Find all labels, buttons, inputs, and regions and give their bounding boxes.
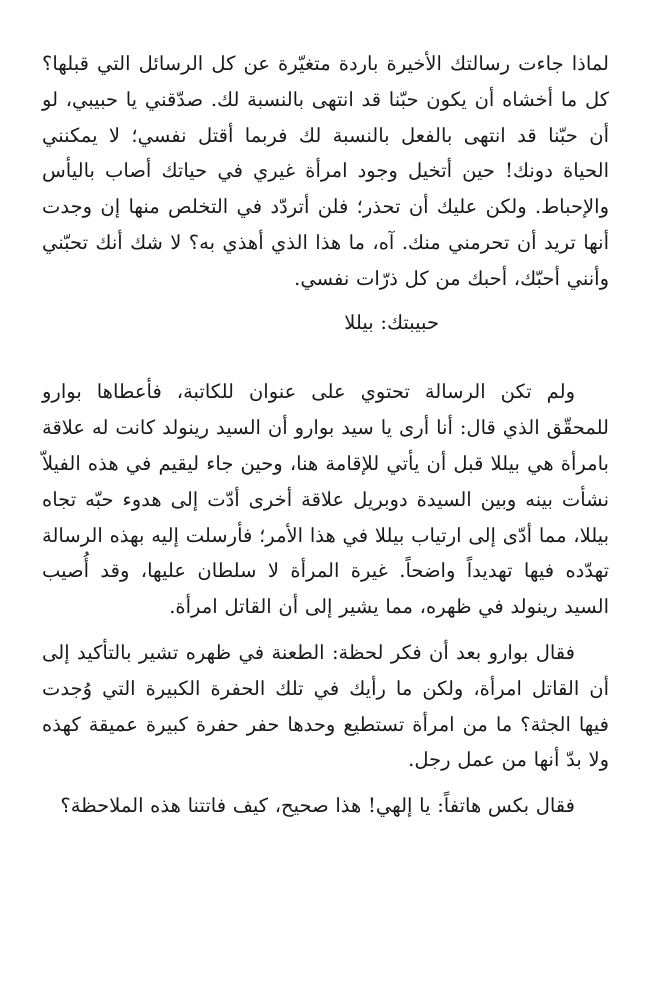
- letter-body: لماذا جاءت رسالتك الأخيرة باردة متغيّرة عن كل الرسائل التي قبلها؟ كل ما أخشاه أن يكون حبّنا قد انتهى بالنسبة لك. صدّقني يا حبيبي، لو أن حبّنا قد انتهى بالفعل بالنسبة لك فربما أقتل نفسي؛ لا يمكنني الحياة دونك! حين أتخيل وجود امرأة غيري في حياتك أصاب باليأس والإحباط. ولكن عليك أن تحذر؛ فلن أتردّد في التخلص منها إن وجدت أنها تريد أن تحرمني منك. آه، ما هذا الذي أهذي به؟ لا شك أنك تحبّني وأنني أحبّك، أحبك من كل ذرّات نفسي.: [42, 52, 609, 290]
- paragraph-1: ولم تكن الرسالة تحتوي على عنوان للكاتبة، فأعطاها بوارو للمحقّق الذي قال: أنا أرى يا سيد بوارو أن السيد رينولد كانت له علاقة بامرأة هي بيللا قبل أن يأتي للإقامة هنا، وحين جاء ليقيم في هذه الفيلاّ نشأت بينه وبين السيدة دوبريل علاقة أخرى أدّت إلى هدوء حبّه تجاه بيللا، مما أدّى إلى ارتياب بيللا في هذا الأمر؛ فأرسلت إليه بهذه الرسالة تهدّده فيها تهديداً واضحاً. غيرة المرأة لا سلطان عليها، وقد أُصيب السيد رينولد في ظهره، مما يشير إلى أن القاتل امرأة.: [42, 380, 609, 619]
- paragraph-3: فقال بكس هاتفاً: يا إلهي! هذا صحيح، كيف فاتتنا هذه الملاحظة؟: [60, 794, 575, 818]
- paragraph-2: فقال بوارو بعد أن فكر لحظة: الطعنة في ظهره تشير بالتأكيد إلى أن القاتل امرأة، ولكن ما رأيك في تلك الحفرة الكبيرة التي وُجدت فيها الجثة؟ ما من امرأة تستطيع وحدها حفر حفرة كبيرة عميقة كهذه ولا بدّ أنها من عمل رجل.: [42, 640, 609, 772]
- letter-signature: حبيبتك: بيللا: [344, 310, 439, 334]
